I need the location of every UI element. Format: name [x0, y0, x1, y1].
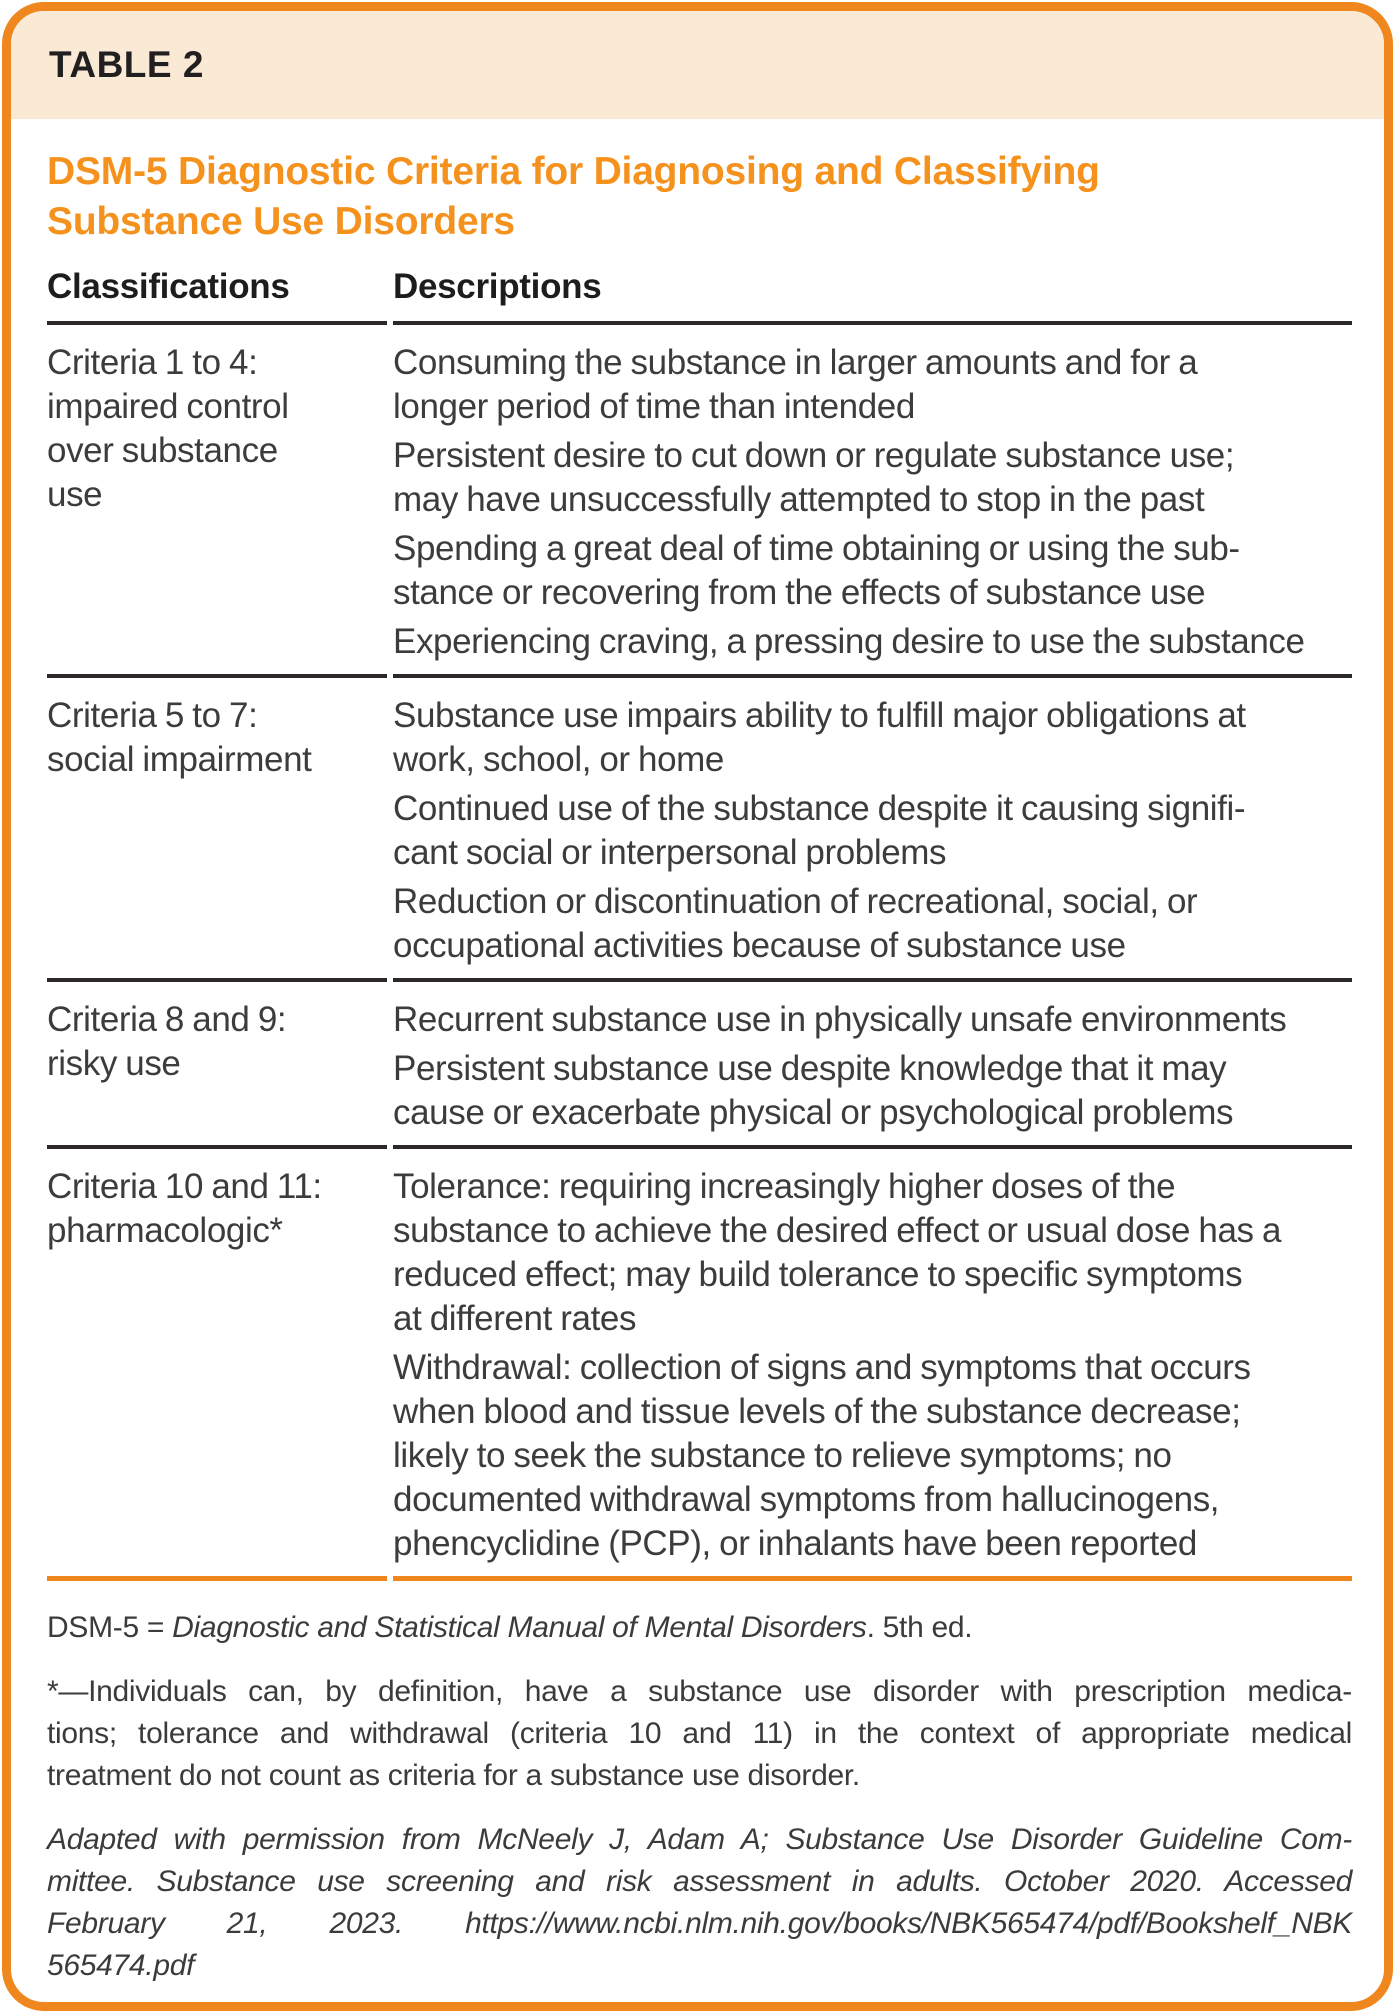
description-item: Spending a great deal of time obtaining or using the sub- stance or recovering from the effects of substance use	[393, 529, 1240, 612]
description-item: Experiencing craving, a pressing desire to use the substance	[393, 622, 1305, 661]
abbreviation-note	[47, 1607, 1352, 1649]
descriptions-cell	[393, 978, 1352, 1145]
table-header-row	[47, 247, 1352, 325]
table-row	[47, 978, 1352, 1145]
table-number-band	[11, 11, 1384, 119]
description-item: Persistent desire to cut down or regulate substance use; may have unsuccessfully attempted to stop in the past	[393, 436, 1235, 519]
description-item: Substance use impairs ability to fulfill major obligations at work, school, or home	[393, 696, 1246, 779]
table-card	[2, 2, 1393, 2011]
description-item: Recurrent substance use in physically unsafe environments	[393, 1000, 1287, 1039]
bottom-rule-left-segment	[47, 1576, 387, 1581]
asterisk-footnote: *—Individuals can, by definition, have a substance use disorder with prescription medica- tions; tolerance and withdrawal (criteria 10 and 11) in the context of appropriate medical treatment do not count as criteria for a substance use disorder.	[47, 1675, 1352, 1792]
abbreviation-note-suffix: . 5th ed.	[866, 1611, 973, 1644]
description-item: Consuming the substance in larger amounts and for a longer period of time than intended	[393, 343, 1198, 426]
descriptions-cell	[393, 674, 1352, 978]
table-row	[47, 674, 1352, 978]
abbreviation-note-prefix: DSM-5 =	[47, 1611, 173, 1644]
classification-cell: Criteria 8 and 9: risky use	[47, 978, 387, 1145]
table-content	[11, 147, 1384, 1987]
description-item: Reduction or discontinuation of recreational, social, or occupational activities because of substance use	[393, 882, 1198, 965]
column-header-classifications: Classifications	[47, 247, 387, 325]
description-item: Persistent substance use despite knowledge that it may cause or exacerbate physical or psychological problems	[393, 1049, 1234, 1132]
descriptions-cell	[393, 325, 1352, 674]
description-item: Continued use of the substance despite it causing signifi- cant social or interpersonal problems	[393, 789, 1246, 872]
classification-cell: Criteria 5 to 7: social impairment	[47, 674, 387, 978]
descriptions-cell	[393, 1145, 1352, 1576]
table-row	[47, 325, 1352, 674]
bottom-rule-right-segment	[393, 1576, 1352, 1581]
classification-cell: Criteria 10 and 11: pharmacologic*	[47, 1145, 387, 1576]
column-header-descriptions: Descriptions	[393, 247, 1352, 325]
table-row	[47, 1145, 1352, 1576]
abbreviation-note-italic-title: Diagnostic and Statistical Manual of Mental Disorders	[172, 1611, 867, 1644]
table-number-label: TABLE 2	[49, 44, 204, 85]
footnotes	[47, 1607, 1352, 1987]
source-citation: Adapted with permission from McNeely J, Adam A; Substance Use Disorder Guideline Com- mittee. Substance use screening and risk assessment in adults. October 2020. Accessed February 21, 2023. https://www.ncbi.nlm.nih.gov/books/NBK565474/pdf/Bookshelf_NBK 565474.pdf	[47, 1823, 1352, 1982]
classification-cell: Criteria 1 to 4: impaired control over substance use	[47, 343, 289, 514]
description-item: Tolerance: requiring increasingly higher doses of the substance to achieve the desired effect or usual dose has a reduced effect; may build tolerance to specific symptoms at different rates	[393, 1167, 1282, 1338]
table-title: DSM-5 Diagnostic Criteria for Diagnosing and Classifying Substance Use Disorders	[47, 150, 1100, 243]
description-item: Withdrawal: collection of signs and symptoms that occurs when blood and tissue levels of the substance decrease; likely to seek the substance to relieve symptoms; no documented withdrawal symptoms from hallucinogens, phencyclidine (PCP), or inhalants have been reported	[393, 1348, 1251, 1563]
table-bottom-rule	[47, 1576, 1352, 1581]
table-body	[47, 325, 1352, 1576]
